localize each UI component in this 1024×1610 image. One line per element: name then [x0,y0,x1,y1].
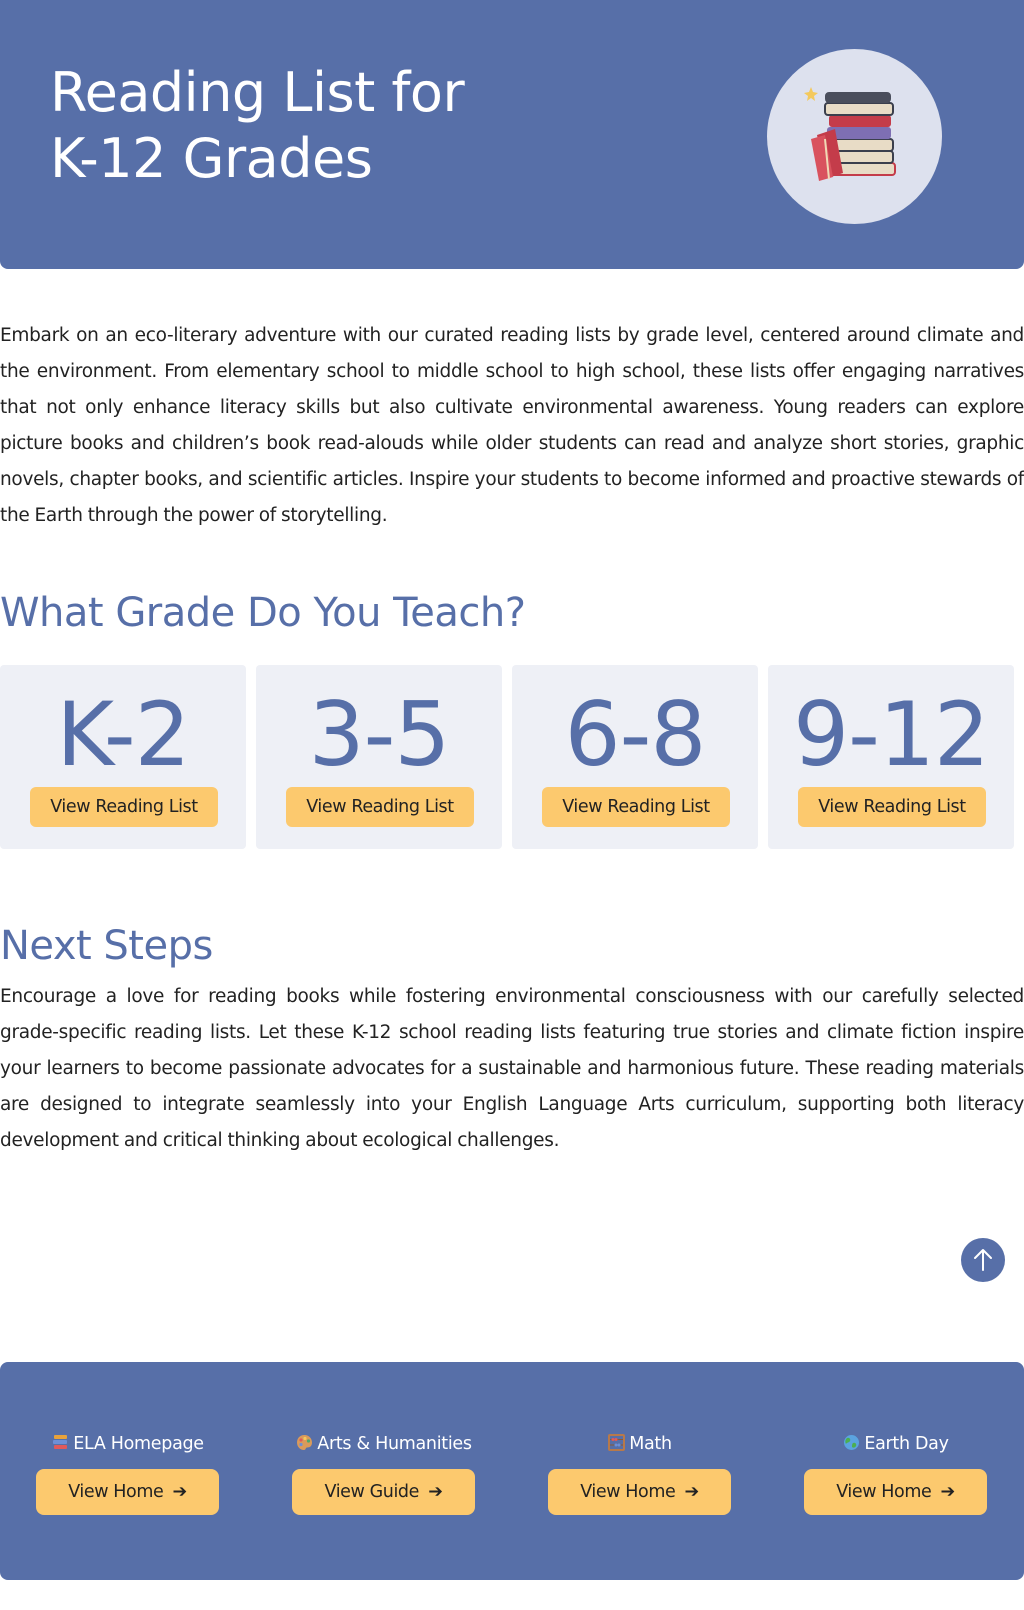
view-home-button-math[interactable] [548,1469,731,1515]
footer-label-arts [256,1432,512,1456]
view-reading-list-button-k-2[interactable]: View Reading List [30,787,218,827]
globe-icon [843,1434,860,1451]
footer-label-text: ELA Homepage [73,1434,204,1454]
arrow-right-icon: ➔ [428,1482,443,1502]
grade-label: 6-8 [564,683,706,786]
arrow-right-icon: ➔ [172,1482,187,1502]
hero-illustration [767,49,942,224]
footer-link-math [512,1362,768,1580]
button-label: View Guide [324,1482,420,1502]
footer-link-arts [256,1362,512,1580]
grade-label: K-2 [56,683,190,786]
view-guide-button-arts[interactable] [292,1469,475,1515]
button-label: View Home [836,1482,932,1502]
grade-card-6-8 [512,665,758,849]
next-steps-paragraph: Encourage a love for reading books while fostering environmental consciousness with our carefully selected grade-specific reading lists. Let these K-12 school reading lists featuring true stories and climate fiction inspire your learners to become passionate advocates for a sustainable and harmonious future. These reading materials are designed to integrate seamlessly into your English Language Arts curriculum, supporting both literacy development and critical thinking about ecological challenges. [0,986,1024,1151]
view-home-button-earth-day[interactable] [804,1469,987,1515]
footer [0,1362,1024,1580]
button-label: View Home [68,1482,164,1502]
grade-card-k-2 [0,665,246,849]
book-stack-icon [767,49,942,224]
footer-link-ela [0,1362,256,1580]
arrow-right-icon: ➔ [684,1482,699,1502]
hero-banner [0,0,1024,269]
grade-card-row [0,665,1024,849]
intro-paragraph: Embark on an eco-literary adventure with our curated reading lists by grade level, centered around climate and the environment. From elementary school to middle school to high school, these lists offer engaging narratives that not only enhance literacy skills but also cultivate environmental awareness. Young readers can explore picture books and children’s book read-alouds while older students can read and analyze short stories, graphic novels, chapter books, and scientific articles. Inspire your students to become informed and proactive stewards of the Earth through the power of storytelling. [0,325,1024,526]
grade-card-3-5 [256,665,502,849]
view-home-button-ela[interactable] [36,1469,219,1515]
footer-label-text: Arts & Humanities [317,1434,472,1454]
footer-label-earth-day [768,1432,1024,1456]
abacus-icon [608,1434,625,1451]
footer-label-text: Math [629,1434,672,1454]
page-title-line2: K-12 Grades [50,127,373,190]
button-label: View Home [580,1482,676,1502]
view-reading-list-button-9-12[interactable]: View Reading List [798,787,986,827]
page-title [50,60,464,192]
grade-card-9-12 [768,665,1014,849]
footer-link-earth-day [768,1362,1024,1580]
palette-icon [296,1434,313,1451]
grade-section-title: What Grade Do You Teach? [0,590,526,636]
next-steps-title: Next Steps [0,923,213,969]
arrow-right-icon: ➔ [940,1482,955,1502]
view-reading-list-button-6-8[interactable]: View Reading List [542,787,730,827]
back-to-top-button[interactable] [961,1238,1005,1282]
books-icon [52,1434,69,1451]
footer-label-ela [0,1432,256,1456]
grade-label: 3-5 [308,683,450,786]
page-title-line1: Reading List for [50,61,465,124]
arrow-up-icon [961,1238,1005,1282]
footer-label-text: Earth Day [864,1434,949,1454]
footer-label-math [512,1432,768,1456]
grade-label: 9-12 [793,683,989,786]
view-reading-list-button-3-5[interactable]: View Reading List [286,787,474,827]
